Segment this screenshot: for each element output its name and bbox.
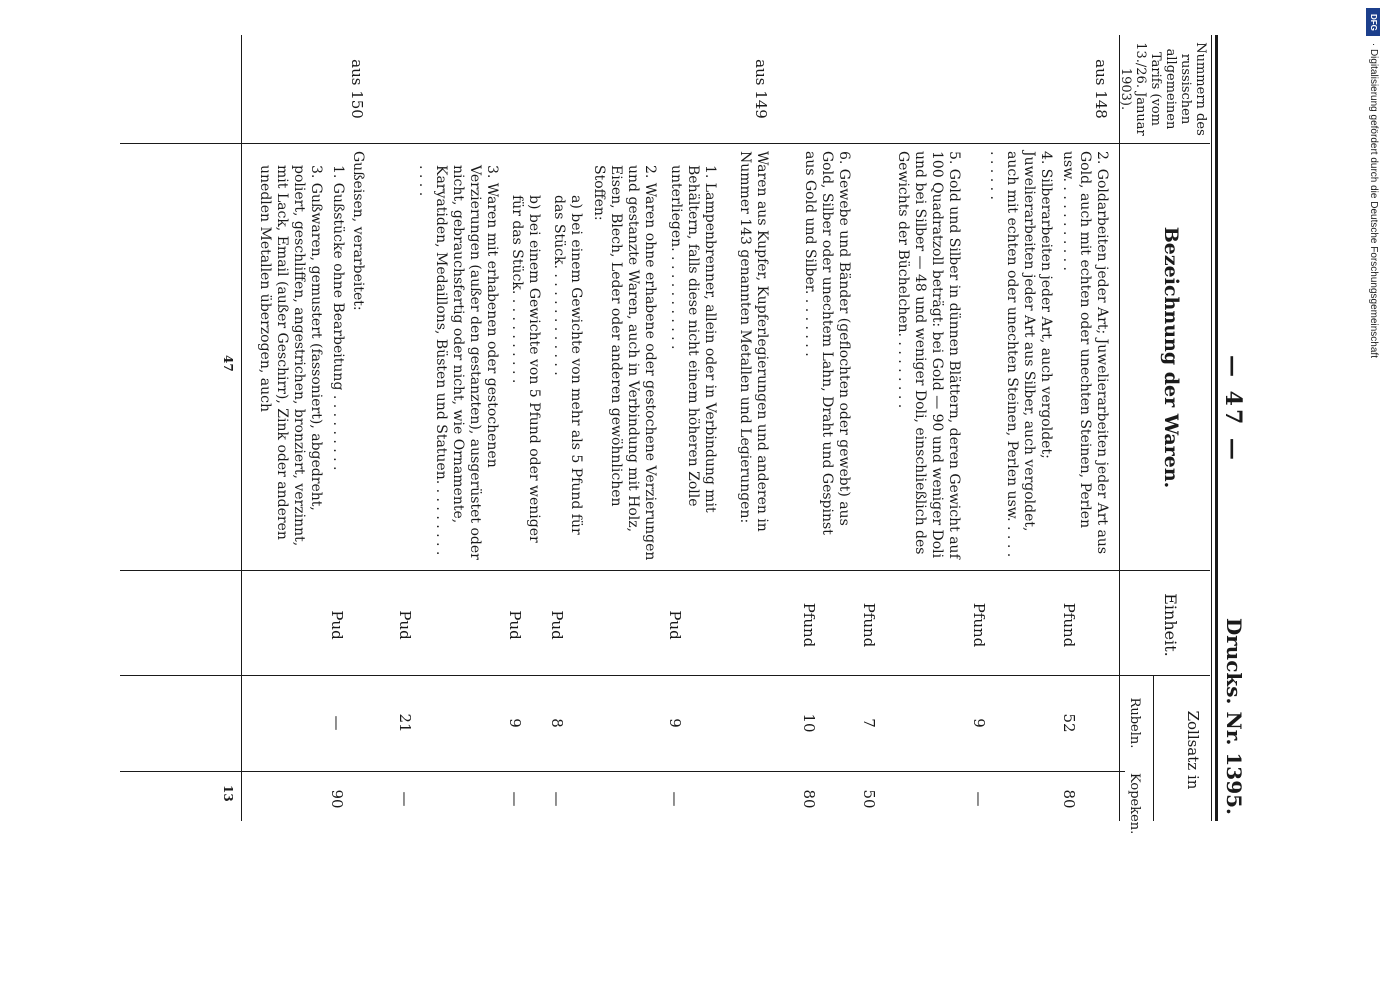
rub-149-2b: 9 [506,718,524,728]
page-number: — 47 — [1220,355,1246,463]
intro-150: Gußeisen, verarbeitet: [350,151,366,311]
rub-150-1: — [328,715,346,731]
col-divider-1 [120,143,1210,144]
row-149-3: 3. Waren mit erhabenen oder gestochenen Verzierungen (außer den gestanzten), ausgerüstet oder nicht, gebrauchsfertig oder nicht, wie Ornamente, Karyatiden, Medaillons, Büsten und Statuen. . . . . . . . . . . . . [416,165,500,560]
unit-149-3: Pud [396,610,414,640]
col-divider-4 [120,771,1125,772]
rub-149-2a: 8 [548,718,566,728]
row-149-1: 1. Lampenbrenner, allein oder in Verbindung mit Behältern, falls diese nicht einem höheren Zolle unterliegen. . . . . . . . . . . . [668,165,718,513]
col-divider-2 [120,570,1210,571]
unit-149-2b: Pud [506,610,524,640]
header-kopeks: Kopeken. [1127,773,1142,835]
row-148-4: 4. Silberarbeiten jeder Art, auch vergoldet; Juwelierarbeiten jeder Art aus Silber, auch vergoldet, auch mit echten oder unechten Steinen, Perlen usw. . . . . . . . . . . [987,151,1054,558]
footer-signature: 13 [221,785,235,802]
unit-148-6: Pfund [800,602,818,648]
col-divider-3 [120,675,1210,676]
row-148-5: 5. Gold und Silber in dünnen Blättern, deren Gewicht auf 100 Quadratzoll beträgt: bei Gold — 90 und weniger Doli und bei Silber — 48 und weniger Doli, einschließlich des Gewichts der Büchelchen. . . . . . . . . [895,151,962,559]
header-bottom-rule [1119,35,1120,821]
unit-150-1: Pud [328,610,346,640]
dfg-credit [1366,8,1380,388]
header-rubles: Rubeln. [1127,697,1142,749]
row-150-1: 1. Gußstücke ohne Bearbeitung . . . . . . . . . [330,165,346,471]
tariff-number-149: aus 149 [752,59,770,119]
rub-148-2: 52 [1060,713,1078,733]
header-rate: Zollsatz in [1184,710,1202,790]
unit-148-4: Pfund [970,602,988,648]
dfg-logo: DFG [1366,8,1380,36]
kop-148-6: 80 [800,789,818,809]
rotated-document-page [120,0,1250,835]
unit-149-1: Pud [666,610,684,640]
row-148-6: 6. Gewebe und Bänder (geflochten oder gewebt) aus Gold, Silber oder unechtem Lahn, Draht und Gespinst aus Gold und Silber. . . . . . . . [802,151,852,535]
rub-149-3: 21 [396,713,414,733]
unit-148-5: Pfund [860,602,878,648]
zollsatz-subrule [1153,675,1154,821]
rub-149-1: 9 [666,718,684,728]
rub-148-6: 10 [800,713,818,733]
tariff-number-150: aus 150 [348,59,366,119]
row-149-2b: b) bei einem Gewichte von 5 Pfund oder weniger für das Stück. . . . . . . . . . . [509,195,542,543]
kop-149-2a: — [548,791,566,807]
header-tariff-number: Nummern des russischen allgemeinen Tarifs (vom 13./26. Januar 1903). [1118,42,1208,136]
row-149-2: 2. Waren ohne erhabene oder gestochene Verzierungen und gestanzte Waren, auch in Verbindung mit Holz, Eisen, Blech, Leder oder anderen gewöhnlichen Stoffen: [591,165,658,561]
kop-149-2b: — [506,791,524,807]
rub-148-5: 7 [860,718,878,728]
header-goods: Bezeichnung der Waren. [1160,226,1182,489]
header-rule-thick [1215,35,1218,821]
tariff-number-148: aus 148 [1092,59,1110,119]
table-bottom-rule [241,35,242,821]
kop-150-1: 90 [328,789,346,809]
rub-148-4: 9 [970,718,988,728]
row-148-2: 2. Goldarbeiten jeder Art; Juwelierarbeiten jeder Art aus Gold, auch mit echten oder unechten Steinen, Perlen usw. . . . . . . . . . . [1060,151,1110,555]
header-rule-thin [1211,35,1212,821]
unit-148-2: Pfund [1060,602,1078,648]
kop-149-1: — [666,791,684,807]
dfg-credit-text [1366,8,1380,388]
kop-149-3: — [396,791,414,807]
dfg-credit-label: Digitalisierung gefördert durch die Deutsche Forschungsgemeinschaft · [1368,42,1379,358]
footer-page-number: 47 [221,355,235,372]
unit-149-2a: Pud [548,610,566,640]
kop-148-4: — [970,791,988,807]
kop-148-2: 80 [1060,789,1078,809]
kop-148-5: 50 [860,789,878,809]
intro-149: Waren aus Kupfer, Kupferlegierungen und anderen in Nummer 143 genannten Metallen und Legierungen: [737,151,770,532]
row-149-2a: a) bei einem Gewichte von mehr als 5 Pfund für das Stück. . . . . . . . . . . . . [551,195,584,535]
row-150-3: 3. Gußwaren, gemustert (fassoniert), abgedreht, poliert, geschliffen, angestrichen, bronziert, verzinnt, mit Lack, Email (außer Geschirr), Zink oder anderen unedlen Metallen überzogen, auch [257,165,324,547]
header-unit: Einheit. [1161,593,1180,657]
drucksache-number: Drucks. Nr. 1395. [1222,617,1246,815]
